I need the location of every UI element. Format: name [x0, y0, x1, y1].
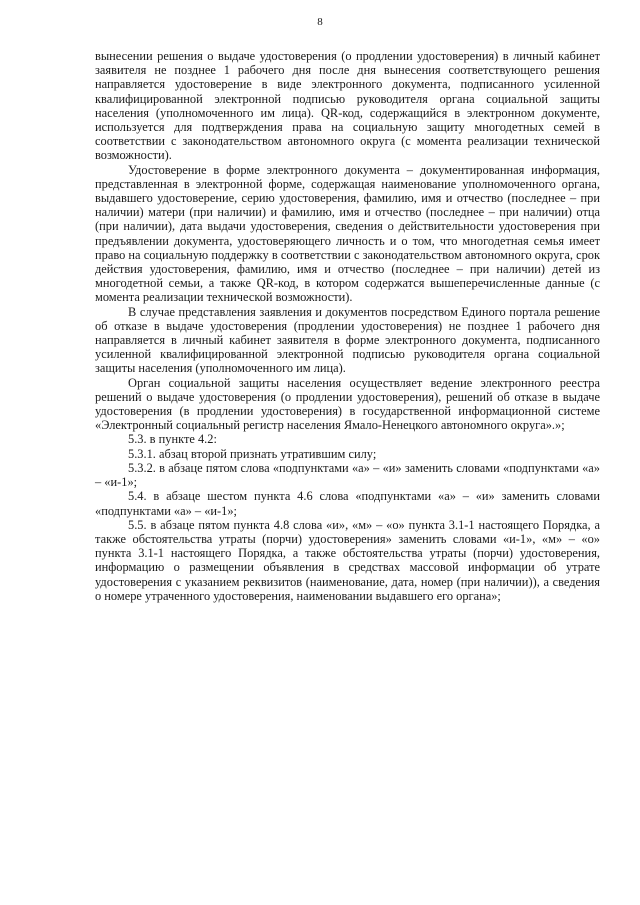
paragraph-continuation: вынесении решения о выдаче удостоверения (о продлении удостоверения) в личный кабинет заявителя не позднее 1 рабочего дня после дня вынесения соответствующего решения направляется удостоверение в виде электронного документа, подписанного усиленной квалифицированной электронной подписью руководителя органа социальной защиты населения (уполномоченного им лица). QR-код, содержащийся в электронном документе, используется для подтверждения права на социальную защиту многодетных семей в соответствии с законодательством автономного округа (с момента реализации технической возможности). — [95, 49, 600, 163]
paragraph-item-5-3-1: 5.3.1. абзац второй признать утратившим силу; — [128, 446, 377, 461]
page-number: 8 — [317, 16, 323, 28]
paragraph-electronic-register: Орган социальной защиты населения осуществляет ведение электронного реестра решений о выдаче удостоверения (о продлении удостоверения), решений об отказе в выдаче удостоверения (в продлении удостоверения) в государственной информационной системе «Электронный социальный регистр населения Ямало-Ненецкого автономного округа».»; — [95, 375, 600, 433]
paragraph-item-5-3: 5.3. в пункте 4.2: — [128, 432, 217, 447]
paragraph-refusal-via-portal: В случае представления заявления и документов посредством Единого портала решение об отказе в выдаче удостоверения (продлении удостоверения) не позднее 1 рабочего дня направляется в личный кабинет заявителя в форме электронного документа, подписанного усиленной квалифицированной электронной подписью руководителя органа социальной защиты населения (уполномоченного им лица). — [95, 304, 600, 376]
paragraph-electronic-certificate-definition: Удостоверение в форме электронного документа – документированная информация, представленная в электронной форме, содержащая наименование уполномоченного органа, выдавшего удостоверение, серию удостоверения, фамилию, имя и отчество (последнее – при наличии) матери (при наличии) и фамилию, имя и отчество (последнее – при наличии) отца (при наличии), дата выдачи удостоверения, сведения о действительности удостоверения при предъявлении документа, удостоверяющего личность и о том, что многодетная семья имеет право на социальную поддержку в соответствии с законодательством автономного округа, срок действия удостоверения, фамилию, имя и отчество (последнее – при наличии) детей из многодетной семьи, а также QR-код, в котором содержатся вышеперечисленные данные (с момента реализации технической возможности). — [95, 162, 600, 305]
document-body — [95, 49, 600, 603]
paragraph-item-5-3-2: 5.3.2. в абзаце пятом слова «подпунктами «а» – «и» заменить словами «подпунктами «а» – «и-1»; — [95, 460, 600, 490]
paragraph-item-5-5: 5.5. в абзаце пятом пункта 4.8 слова «и», «м» – «о» пункта 3.1-1 настоящего Порядка, а также обстоятельства утраты (порчи) удостоверения» заменить словами «и-1», «м» – «о» пункта 3.1-1 настоящего Порядка, а также обстоятельства утраты (порчи) удостоверения, информацию о размещении объявления в средствах массовой информации об утрате удостоверения с указанием реквизитов (наименование, дата, номер (при наличии)), а сведения о номере утраченного удостоверения, наименовании выдавшего его органа»; — [95, 517, 600, 603]
paragraph-item-5-4: 5.4. в абзаце шестом пункта 4.6 слова «подпунктами «а» – «и» заменить словами «подпунктами «а» – «и-1»; — [95, 489, 600, 518]
